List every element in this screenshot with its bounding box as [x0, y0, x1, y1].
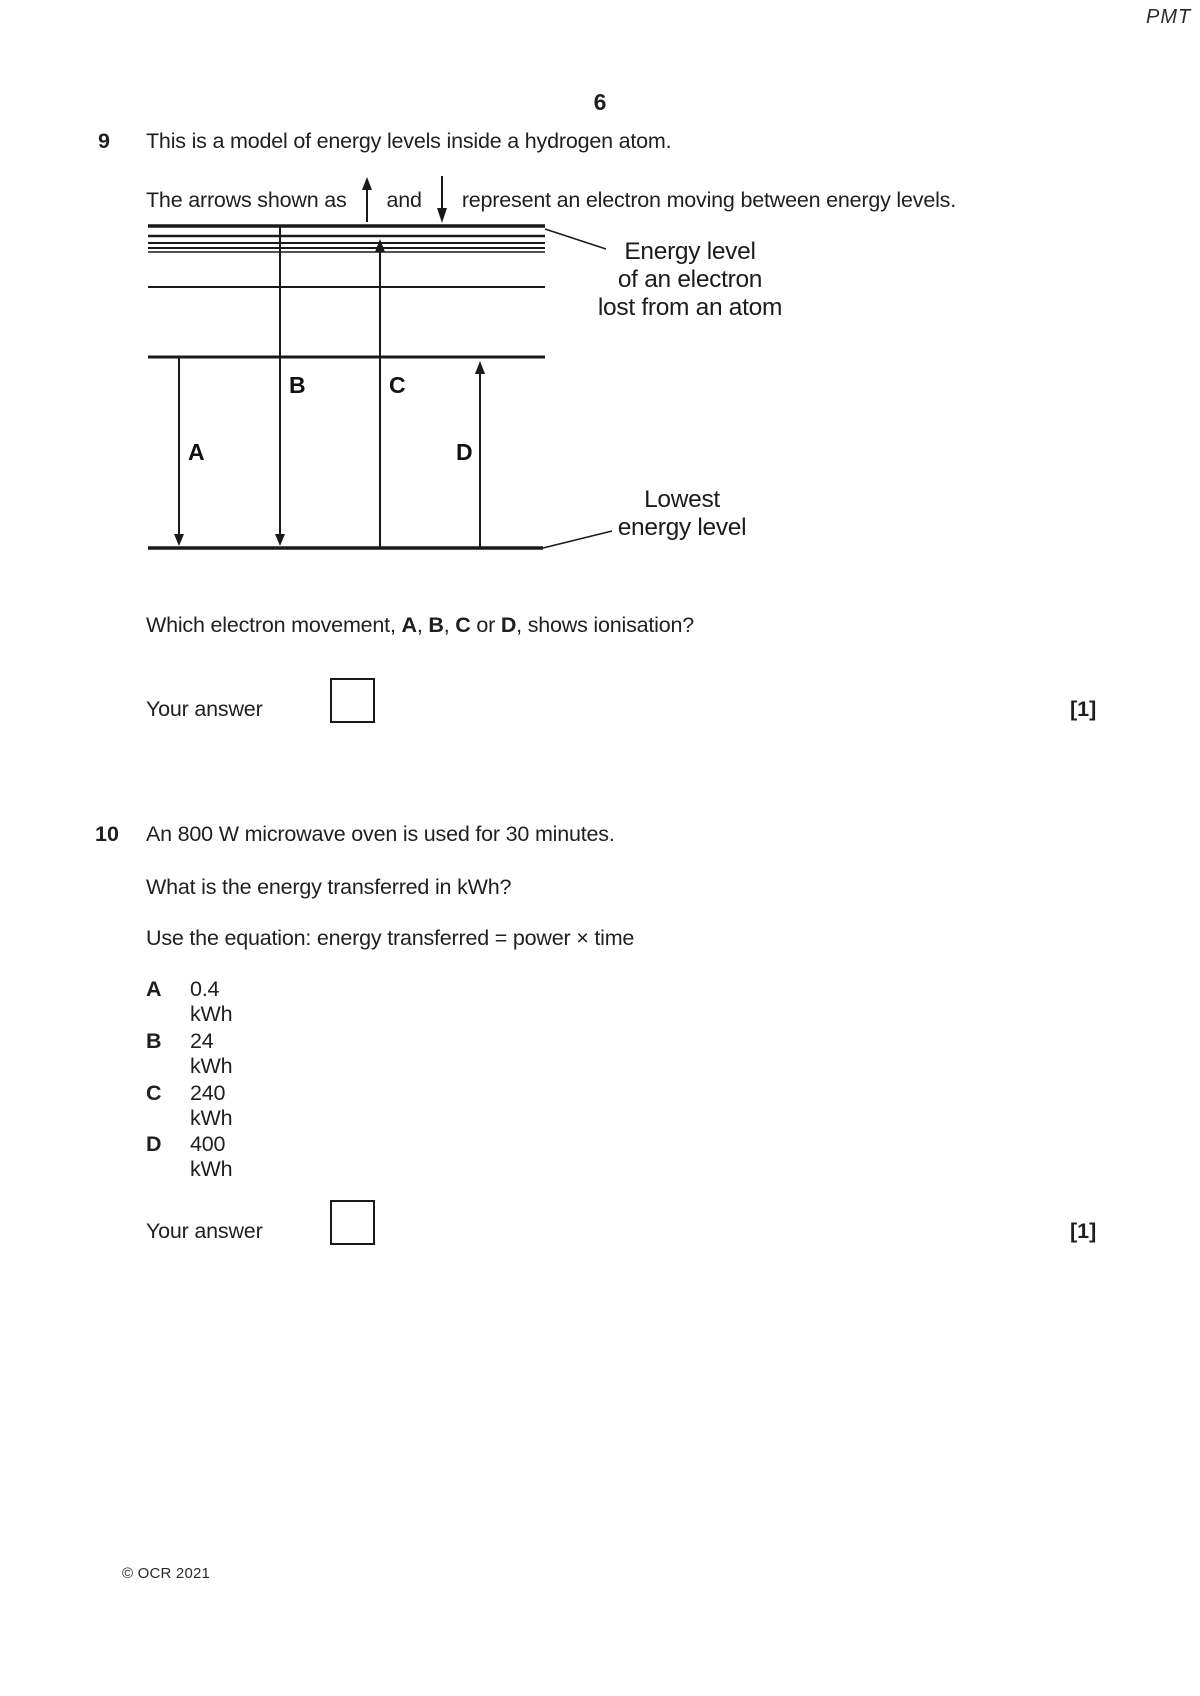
q9-question-choice-b: B	[428, 613, 444, 637]
transition-arrow-a	[174, 357, 184, 546]
ionisation-level-label-line3: lost from an atom	[597, 294, 783, 321]
q10-option-a-value: 0.4 kWh	[190, 977, 233, 1026]
ionisation-level-label-line1: Energy level	[624, 238, 756, 265]
q10-answer-box[interactable]	[330, 1200, 375, 1245]
q10-option-row	[146, 1132, 233, 1181]
q9-your-answer-label: Your answer	[146, 697, 263, 721]
diagram-label-d: D	[456, 439, 473, 465]
q10-option-row	[146, 1081, 233, 1130]
ionisation-level-label	[560, 238, 820, 322]
lowest-level-label	[582, 486, 782, 542]
q10-equation: Use the equation: energy transferred = power × time	[146, 926, 635, 950]
q9-number: 9	[98, 129, 110, 153]
q10-your-answer-label: Your answer	[146, 1219, 263, 1243]
transition-arrow-c	[375, 239, 385, 548]
q9-arrow-sentence-part2: and	[386, 187, 422, 212]
transition-arrow-b	[275, 226, 285, 546]
lowest-level-label-line1: Lowest	[644, 486, 720, 513]
transition-arrow-d	[475, 361, 485, 548]
q10-option-row	[146, 977, 233, 1026]
q10-option-d-value: 400 kWh	[190, 1132, 233, 1181]
pmt-watermark: PMT	[1146, 6, 1192, 28]
q9-arrow-sentence-part1: The arrows shown as	[146, 187, 347, 212]
q10-number: 10	[95, 822, 119, 846]
q9-question-choice-c: C	[455, 613, 471, 637]
q9-arrow-sentence-part3: represent an electron moving between energy levels.	[461, 187, 956, 212]
q9-question-choice-d: D	[500, 613, 517, 637]
q10-option-row	[146, 1029, 233, 1078]
q9-intro: This is a model of energy levels inside a hydrogen atom.	[146, 129, 672, 153]
ionisation-level-label-line2: of an electron	[617, 266, 763, 293]
q10-option-b-value: 24 kWh	[190, 1029, 233, 1078]
q9-answer-box[interactable]	[330, 678, 375, 723]
q10-marks: [1]	[1070, 1219, 1097, 1243]
energy-level-diagram	[140, 215, 620, 555]
q9-question-text: Which electron movement,	[146, 613, 402, 637]
q10-intro: An 800 W microwave oven is used for 30 minutes.	[146, 822, 615, 846]
page-number: 6	[593, 89, 607, 115]
diagram-label-c: C	[389, 372, 406, 398]
diagram-label-b: B	[289, 372, 306, 398]
copyright-notice: © OCR 2021	[122, 1565, 211, 1582]
q10-option-c-letter: C	[146, 1081, 162, 1105]
q10-option-c-value: 240 kWh	[190, 1081, 233, 1130]
q10-option-d-letter: D	[146, 1132, 162, 1156]
q9-marks: [1]	[1070, 697, 1097, 721]
upper-energy-levels	[148, 226, 545, 252]
q9-question: Which electron movement, A, B, C or D, shows ionisation?	[146, 613, 695, 637]
q9-question-choice-a: A	[401, 613, 417, 637]
q10-option-b-letter: B	[146, 1029, 162, 1053]
lowest-level-label-line2: energy level	[617, 514, 747, 541]
q10-question: What is the energy transferred in kWh?	[146, 875, 512, 899]
q10-option-a-letter: A	[146, 977, 162, 1001]
diagram-label-a: A	[188, 439, 205, 465]
